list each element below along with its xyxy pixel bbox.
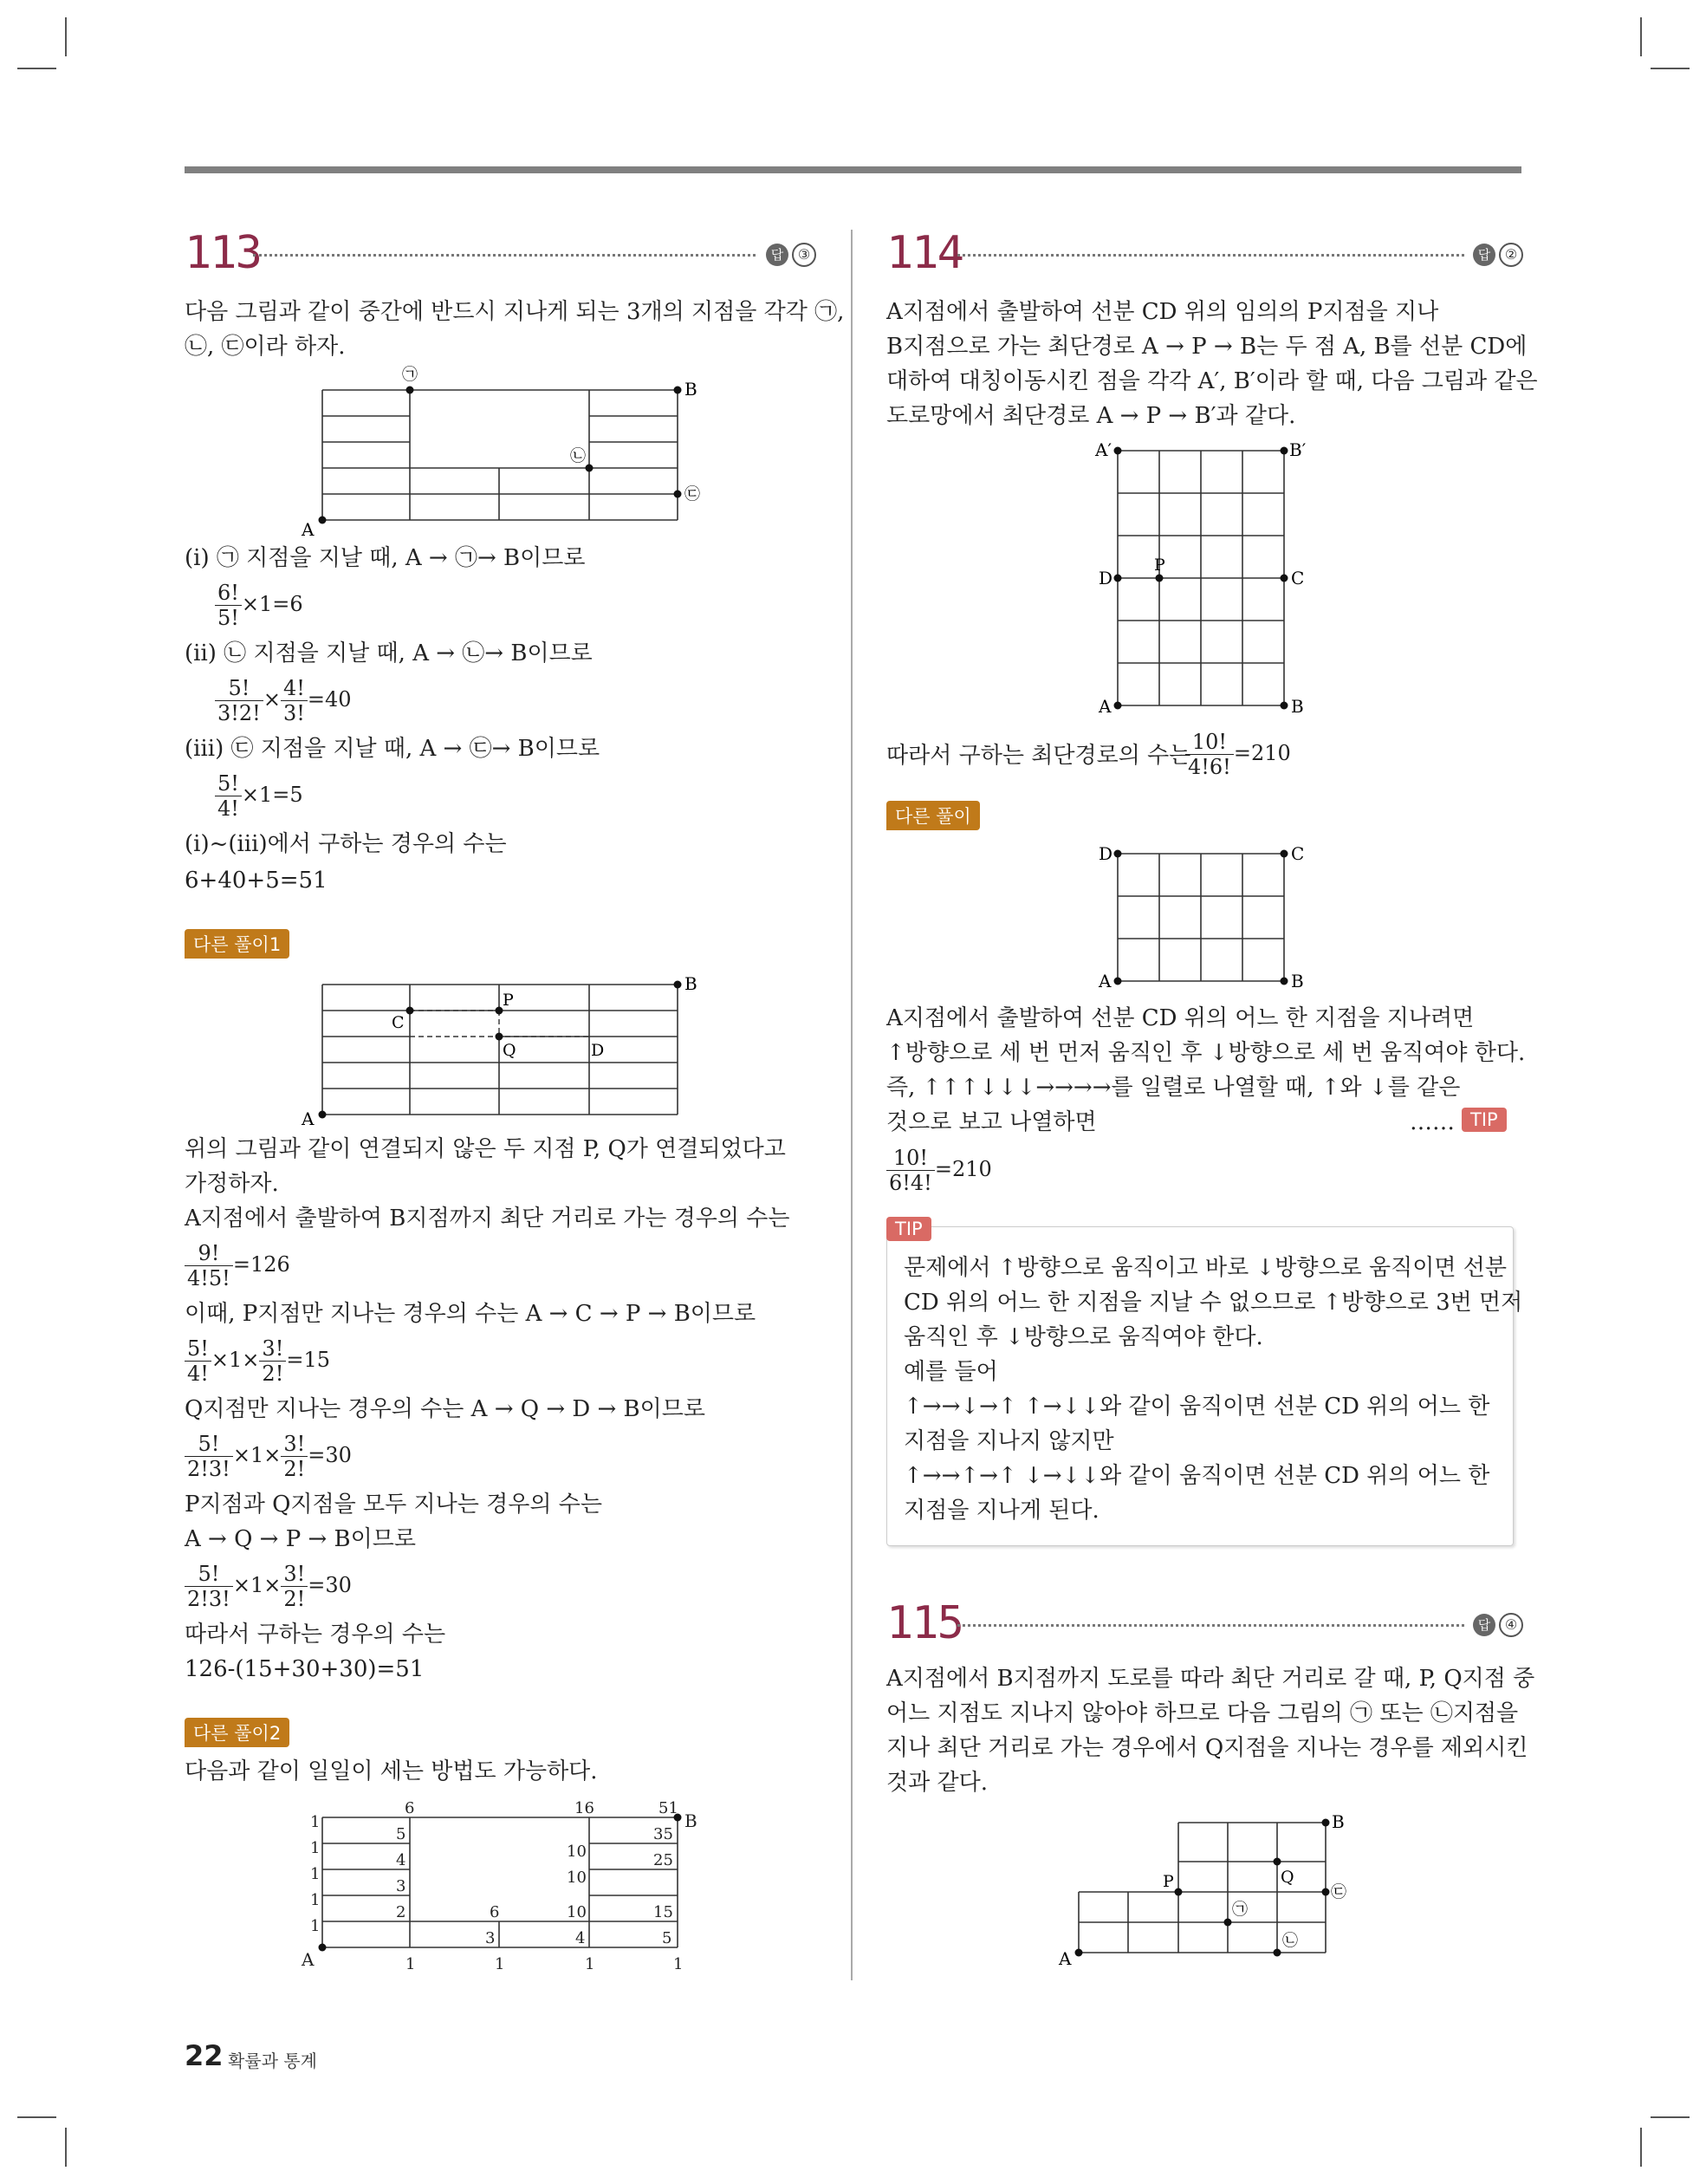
alt1-line: 따라서 구하는 경우의 수는 [185,1622,446,1648]
count: 4 [396,1851,406,1869]
alt1-line: Q지점만 지나는 경우의 수는 A → Q → D → B이므로 [185,1396,705,1422]
alt-solution-1-tag: 다른 풀이1 [185,929,289,959]
label-p2: ㉡ [1282,1932,1298,1950]
label-A: A [302,1108,315,1127]
tip-line: ↑→→↓→↑ ↑→↓↓와 같이 움직이면 선분 CD 위의 어느 한 [904,1394,1490,1420]
label-B: B [684,379,697,400]
count: 15 [653,1903,673,1921]
tip-label: TIP [886,1217,931,1241]
alt-line: ↑방향으로 세 번 먼저 움직인 후 ↓방향으로 세 번 움직여야 한다. [886,1040,1526,1066]
label-B-prime: B′ [1289,439,1307,460]
label-p2: ㉡ [570,447,586,465]
count: 16 [574,1799,594,1817]
label-B: B [1291,696,1304,717]
intro-line: A지점에서 출발하여 선분 CD 위의 임의의 P지점을 지나 [886,299,1439,325]
crop-mark [17,68,56,69]
alt-solution-tag: 다른 풀이 [886,801,980,830]
result-line: 따라서 구하는 최단경로의 수는 [886,743,1191,769]
label-A: A [1059,1948,1072,1969]
count: 1 [310,1891,321,1909]
count: 1 [495,1955,505,1973]
grid-figure-113-2 [295,971,710,1127]
count: 10 [567,1843,587,1861]
tip-line: 문제에서 ↑방향으로 움직이고 바로 ↓방향으로 움직이면 선분 [904,1255,1507,1281]
label-P: P [1163,1872,1174,1891]
crop-mark [1640,17,1642,56]
label-p1: ㉠ [402,366,418,384]
grid-figure-115 [1048,1807,1360,1980]
label-P: P [503,991,514,1010]
formula-alt1-2: $\frac{5!}{4!}$ ×1× $\frac{3!}{2!}$ =15 [185,1336,330,1386]
problem-number-113: 113 [185,227,261,279]
count: 3 [485,1929,496,1947]
case-2: (ⅱ) ㉡ 지점을 지날 때, A → ㉡→ B이므로 [185,640,593,666]
label-D: D [1099,568,1113,588]
label-A: A [302,1949,315,1970]
count: 5 [662,1929,672,1947]
alt1-result: 126-(15+30+30)=51 [185,1656,425,1682]
intro-line: ㉡, ㉢이라 하자. [185,334,346,360]
formula-alt1-1: $\frac{9!}{4!5!}$ =126 [185,1241,290,1290]
label-B: B [684,1810,697,1831]
label-B: B [684,973,697,994]
label-C: C [1291,568,1305,588]
alt-line: A지점에서 출발하여 선분 CD 위의 어느 한 지점을 지나려면 [886,1005,1475,1031]
intro-line: B지점으로 가는 최단경로 A → P → B는 두 점 A, B를 선분 CD에 [886,334,1528,360]
count: 2 [396,1903,406,1921]
alt1-line: A지점에서 출발하여 B지점까지 최단 거리로 가는 경우의 수는 [185,1206,790,1232]
formula-114-result: $\frac{10!}{4!6!}$ =210 [1185,730,1291,779]
count: 3 [396,1877,406,1895]
answer-mark-icon: 답 [1473,244,1495,266]
problem-number-115: 115 [886,1597,963,1649]
sum-result: 6+40+5=51 [185,868,328,894]
intro-line: 다음 그림과 같이 중간에 반드시 지나게 되는 3개의 지점을 각각 ㉠, [185,299,845,325]
answer-114 [1473,243,1523,267]
formula-alt1-4: $\frac{5!}{2!3!}$ ×1× $\frac{3!}{2!}$ =30 [185,1562,352,1611]
alt2-line: 다음과 같이 일일이 세는 방법도 가능하다. [185,1758,598,1784]
formula-114-alt: $\frac{10!}{6!4!}$ =210 [886,1146,992,1195]
count: 1 [310,1917,321,1935]
formula-case-3: $\frac{5!}{4!}$ ×1=5 [215,771,303,821]
count: 1 [310,1839,321,1857]
tip-line: 움직인 후 ↓방향으로 움직여야 한다. [904,1324,1263,1350]
label-A: A [1099,971,1112,991]
alt1-line: P지점과 Q지점을 모두 지나는 경우의 수는 [185,1492,602,1518]
label-B: B [1332,1811,1345,1832]
alt1-line: A → Q → P → B이므로 [185,1526,416,1552]
label-D: D [1099,843,1113,864]
intro-line: 도로망에서 최단경로 A → P → B′과 같다. [886,403,1296,429]
label-Q: Q [1281,1868,1294,1887]
count: 25 [653,1851,673,1869]
crop-mark [65,17,67,56]
label-D: D [591,1041,605,1060]
label-p3: ㉢ [684,485,700,504]
label-Q: Q [503,1041,516,1060]
count: 1 [673,1955,684,1973]
crop-mark [1640,2128,1642,2167]
label-A: A [302,519,315,537]
page-subject: 확률과 통계 [228,2051,317,2071]
answer-mark-icon: 답 [766,244,788,266]
count: 1 [405,1955,416,1973]
answer-value: ② [1499,243,1523,267]
tip-line: CD 위의 어느 한 지점을 지날 수 없으므로 ↑방향으로 3번 먼저 [904,1290,1523,1316]
sum-line: (ⅰ)~(ⅲ)에서 구하는 경우의 수는 [185,831,507,857]
formula-case-2: $\frac{5!}{3!2!}$ × $\frac{4!}{3!}$ =40 [215,676,352,725]
grid-figure-114-2 [1092,836,1317,992]
count: 6 [405,1799,415,1817]
alt-line: 즉, ↑↑↑↓↓↓→→→→를 일렬로 나열할 때, ↑와 ↓를 같은 [886,1075,1461,1101]
intro-line: 어느 지점도 지나지 않아야 하므로 다음 그림의 ㉠ 또는 ㉡지점을 [886,1700,1519,1726]
problem-number-114: 114 [886,227,963,279]
label-C: C [1291,843,1305,864]
column-divider [851,230,853,1980]
label-A: A [1099,696,1112,717]
grid-figure-113-1 [295,364,710,537]
alt-line: 것으로 보고 나열하면 [886,1109,1097,1135]
intro-line: 지나 최단 거리로 가는 경우에서 Q지점을 지나는 경우를 제외시킨 [886,1735,1528,1761]
crop-mark [1651,68,1690,69]
dotted-leader [253,254,756,257]
crop-mark [65,2128,67,2167]
crop-mark [1651,2116,1690,2118]
case-1: (ⅰ) ㉠ 지점을 지날 때, A → ㉠→ B이므로 [185,545,586,571]
alt-solution-2-tag: 다른 풀이2 [185,1718,289,1747]
count: 5 [396,1825,406,1843]
intro-line: 대하여 대칭이동시킨 점을 각각 A′, B′이라 할 때, 다음 그림과 같은 [886,368,1538,394]
intro-line: A지점에서 B지점까지 도로를 따라 최단 거리로 갈 때, P, Q지점 중 [886,1666,1535,1692]
crop-mark [17,2116,56,2118]
tip-line: 지점을 지나게 된다. [904,1498,1099,1524]
dotted-leader [957,254,1464,257]
formula-alt1-3: $\frac{5!}{2!3!}$ ×1× $\frac{3!}{2!}$ =30 [185,1432,352,1481]
tip-line: 지점을 지나지 않지만 [904,1428,1114,1454]
tip-line: 예를 들어 [904,1359,998,1385]
label-p3: ㉢ [1331,1883,1346,1901]
answer-115 [1473,1613,1523,1637]
count: 35 [653,1825,673,1843]
answer-value: ④ [1499,1613,1523,1637]
label-A-prime: A′ [1095,439,1112,460]
dotted-leader [957,1624,1464,1627]
alt-dots: …… [1410,1109,1455,1135]
answer-value: ③ [792,243,816,267]
alt1-line: 이때, P지점만 지나는 경우의 수는 A → C → P → B이므로 [185,1301,756,1327]
label-P: P [1154,556,1165,575]
formula-case-1: $\frac{6!}{5!}$ ×1=6 [215,581,303,630]
tip-reference-badge: TIP [1462,1108,1507,1132]
label-B: B [1291,971,1304,991]
grid-figure-114-1 [1092,433,1317,719]
count: 1 [310,1865,321,1883]
count: 51 [658,1799,678,1817]
alt1-line: 가정하자. [185,1171,279,1197]
tip-line: ↑→→↑→↑ ↓→↓↓와 같이 움직이면 선분 CD 위의 어느 한 [904,1463,1490,1489]
header-bar [185,166,1521,173]
count: 6 [490,1903,500,1921]
alt1-line: 위의 그림과 같이 연결되지 않은 두 지점 P, Q가 연결되었다고 [185,1136,786,1162]
count: 10 [567,1903,587,1921]
page-number: 22 [185,2039,224,2072]
case-3: (ⅲ) ㉢ 지점을 지날 때, A → ㉢→ B이므로 [185,736,600,762]
count: 4 [575,1929,586,1947]
label-C: C [392,1013,405,1032]
answer-113 [766,243,816,267]
count: 1 [585,1955,595,1973]
counting-grid-113 [295,1796,710,1978]
count: 1 [310,1813,321,1831]
count: 10 [567,1869,587,1887]
label-p1: ㉠ [1232,1901,1248,1919]
answer-mark-icon: 답 [1473,1614,1495,1636]
intro-line: 것과 같다. [886,1770,988,1796]
